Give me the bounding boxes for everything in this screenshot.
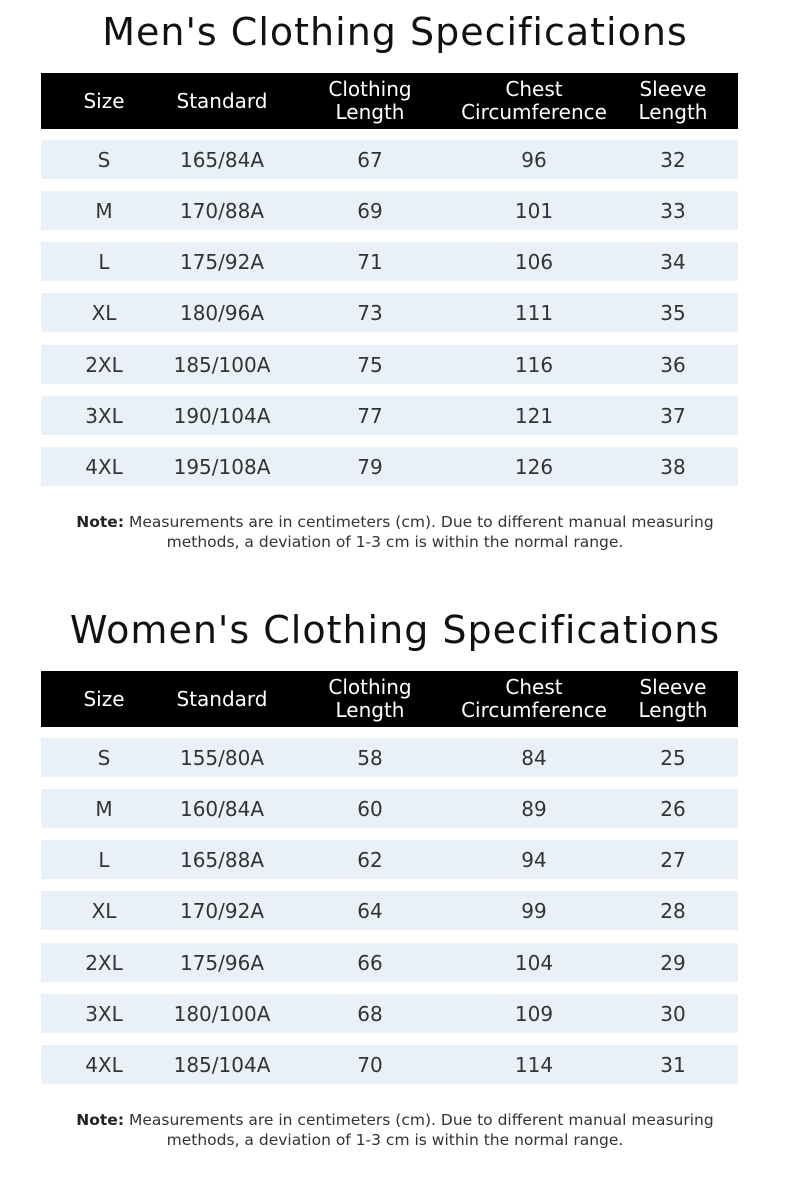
cell-sleeve: 30: [660, 1001, 686, 1026]
cell-sleeve: 33: [660, 198, 686, 223]
cell-chest: 114: [514, 1052, 554, 1077]
cell-standard: 185/104A: [173, 1052, 271, 1077]
cell-size: 4XL: [85, 454, 123, 479]
cell-chest: 84: [521, 745, 547, 770]
cell-chest: 94: [521, 847, 547, 872]
header-clothing-length: Clothing Length: [328, 77, 412, 124]
cell-size: L: [98, 249, 110, 274]
cell-size: S: [97, 147, 111, 172]
womens-title: Women's Clothing Specifications: [69, 608, 721, 652]
mens-table-header: [41, 73, 738, 129]
cell-standard: 195/108A: [173, 454, 271, 479]
note-text-line2: methods, a deviation of 1-3 cm is within the normal range.: [166, 1131, 624, 1149]
cell-sleeve: 36: [660, 352, 686, 377]
cell-size: 3XL: [85, 403, 123, 428]
table-row: [41, 789, 738, 828]
cell-standard: 165/84A: [179, 147, 265, 172]
header-chest-circumference: Chest Circumference: [461, 77, 607, 124]
cell-chest: 89: [521, 796, 547, 821]
cell-clothing-length: 67: [357, 147, 383, 172]
cell-standard: 175/96A: [179, 950, 265, 975]
cell-clothing-length: 66: [357, 950, 383, 975]
cell-clothing-length: 60: [357, 796, 383, 821]
womens-table-header: [41, 671, 738, 727]
note-text-line1: Measurements are in centimeters (cm). Due to different manual measuring: [124, 513, 714, 531]
cell-clothing-length: 64: [357, 898, 383, 923]
cell-sleeve: 29: [660, 950, 686, 975]
cell-standard: 180/100A: [173, 1001, 271, 1026]
table-row: [41, 1045, 738, 1084]
cell-standard: 155/80A: [179, 745, 265, 770]
cell-size: XL: [91, 300, 117, 325]
cell-chest: 126: [514, 454, 554, 479]
table-row: [41, 396, 738, 435]
cell-clothing-length: 68: [357, 1001, 383, 1026]
cell-standard: 160/84A: [179, 796, 265, 821]
header-standard: Standard: [176, 88, 268, 113]
header-clothing-length: Clothing Length: [328, 675, 412, 722]
cell-clothing-length: 77: [357, 403, 383, 428]
cell-clothing-length: 71: [357, 249, 383, 274]
mens-measurement-note: [40, 512, 750, 552]
header-sleeve-length: Sleeve Length: [638, 675, 708, 722]
cell-clothing-length: 62: [357, 847, 383, 872]
table-row: [41, 738, 738, 777]
cell-chest: 116: [514, 352, 554, 377]
cell-size: L: [98, 847, 110, 872]
cell-clothing-length: 58: [357, 745, 383, 770]
cell-clothing-length: 79: [357, 454, 383, 479]
table-row: [41, 191, 738, 230]
table-row: [41, 840, 738, 879]
cell-sleeve: 38: [660, 454, 686, 479]
note-text-line2: methods, a deviation of 1-3 cm is within the normal range.: [166, 533, 624, 551]
cell-size: 2XL: [85, 352, 123, 377]
cell-size: 3XL: [85, 1001, 123, 1026]
cell-chest: 106: [514, 249, 554, 274]
cell-standard: 190/104A: [173, 403, 271, 428]
cell-chest: 111: [514, 300, 554, 325]
note-label: Note:: [76, 1111, 125, 1129]
cell-sleeve: 34: [660, 249, 686, 274]
cell-sleeve: 37: [660, 403, 686, 428]
cell-standard: 170/88A: [179, 198, 265, 223]
table-row: [41, 242, 738, 281]
cell-size: XL: [91, 898, 117, 923]
table-row: [41, 994, 738, 1033]
cell-standard: 185/100A: [173, 352, 271, 377]
cell-sleeve: 26: [660, 796, 686, 821]
table-row: [41, 943, 738, 982]
cell-standard: 175/92A: [179, 249, 265, 274]
mens-title: Men's Clothing Specifications: [102, 10, 688, 54]
header-sleeve-length: Sleeve Length: [638, 77, 708, 124]
header-standard: Standard: [176, 686, 268, 711]
cell-size: 4XL: [85, 1052, 123, 1077]
cell-standard: 170/92A: [179, 898, 265, 923]
header-chest-circumference: Chest Circumference: [461, 675, 607, 722]
cell-sleeve: 31: [660, 1052, 686, 1077]
table-row: [41, 140, 738, 179]
cell-size: M: [95, 198, 113, 223]
cell-sleeve: 32: [660, 147, 686, 172]
header-size: Size: [83, 88, 125, 113]
cell-clothing-length: 75: [357, 352, 383, 377]
cell-sleeve: 28: [660, 898, 686, 923]
table-row: [41, 891, 738, 930]
table-row: [41, 293, 738, 332]
cell-sleeve: 27: [660, 847, 686, 872]
cell-chest: 101: [514, 198, 554, 223]
cell-chest: 99: [521, 898, 547, 923]
cell-size: M: [95, 796, 113, 821]
cell-standard: 165/88A: [179, 847, 265, 872]
cell-standard: 180/96A: [179, 300, 265, 325]
cell-size: S: [97, 745, 111, 770]
table-row: [41, 345, 738, 384]
cell-chest: 109: [514, 1001, 554, 1026]
cell-sleeve: 25: [660, 745, 686, 770]
note-text-line1: Measurements are in centimeters (cm). Due to different manual measuring: [124, 1111, 714, 1129]
cell-clothing-length: 73: [357, 300, 383, 325]
cell-size: 2XL: [85, 950, 123, 975]
cell-clothing-length: 70: [357, 1052, 383, 1077]
table-row: [41, 447, 738, 486]
cell-sleeve: 35: [660, 300, 686, 325]
cell-clothing-length: 69: [357, 198, 383, 223]
womens-measurement-note: [40, 1110, 750, 1150]
header-size: Size: [83, 686, 125, 711]
cell-chest: 121: [514, 403, 554, 428]
cell-chest: 104: [514, 950, 554, 975]
note-label: Note:: [76, 513, 125, 531]
cell-chest: 96: [521, 147, 547, 172]
